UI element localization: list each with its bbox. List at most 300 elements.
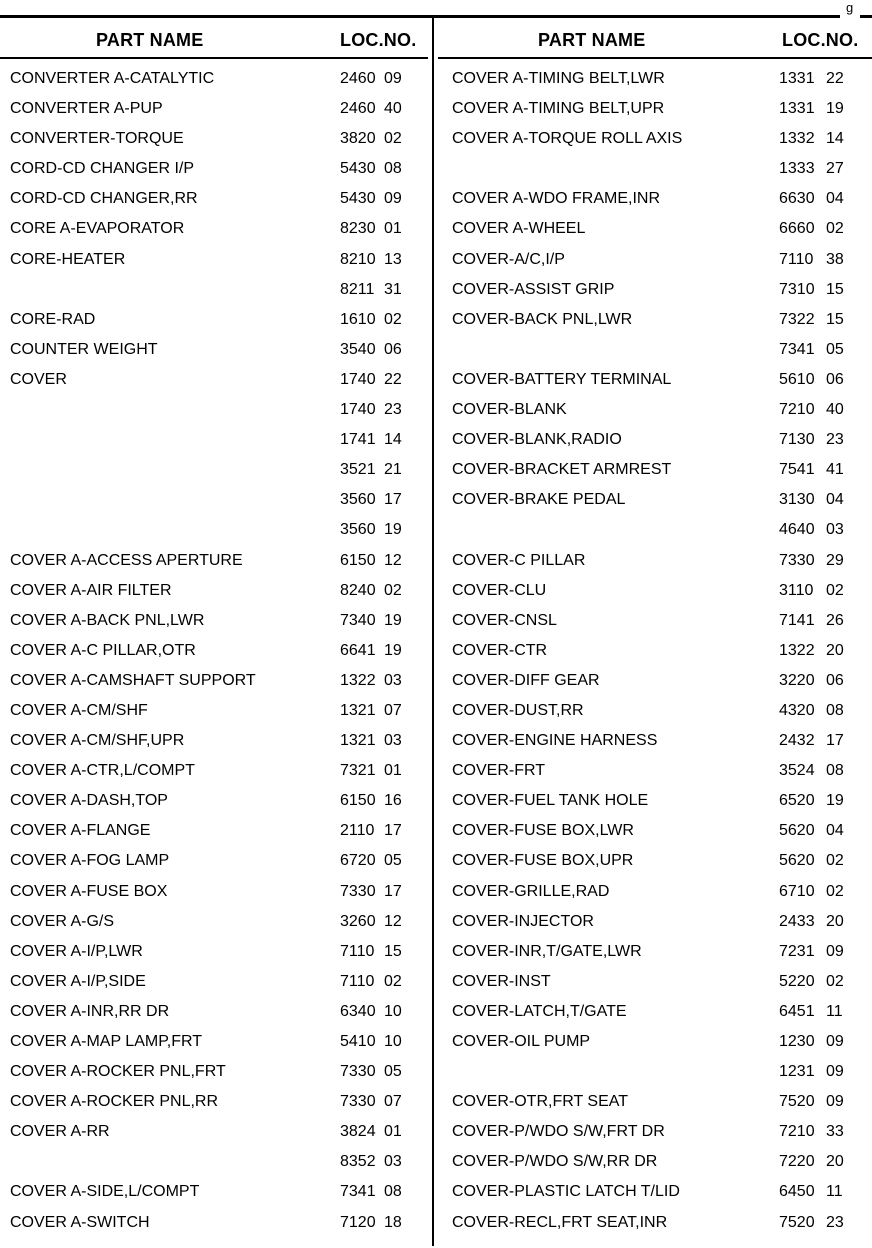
part-name-cell: COVER A-FUSE BOX	[10, 882, 168, 900]
table-row	[0, 154, 432, 184]
table-row	[436, 696, 872, 726]
table-row	[0, 636, 432, 666]
table-row	[0, 846, 432, 876]
table-row	[0, 275, 432, 305]
loc-cell: 7321	[340, 762, 376, 780]
no-cell: 41	[826, 461, 844, 479]
part-name-cell: COVER-INR,T/GATE,LWR	[452, 942, 642, 960]
no-cell: 03	[384, 671, 402, 689]
loc-cell: 1740	[340, 370, 376, 388]
left-loc-no-header: LOC.NO.	[340, 30, 417, 50]
loc-cell: 3820	[340, 130, 376, 148]
part-name-cell: COVER-FUEL TANK HOLE	[452, 792, 649, 810]
loc-cell: 3260	[340, 912, 376, 930]
loc-cell: 1740	[340, 401, 376, 419]
loc-cell: 5620	[779, 852, 815, 870]
part-name-cell: COVER-FRT	[452, 762, 546, 780]
part-name-cell: COVER-BRAKE PEDAL	[452, 491, 626, 509]
left-header-underline	[0, 57, 428, 59]
part-name-cell: COVER A-WHEEL	[452, 220, 586, 238]
part-name-cell: COVER A-FOG LAMP	[10, 852, 170, 870]
no-cell: 10	[384, 1002, 402, 1020]
right-header-underline	[438, 57, 872, 59]
part-name-cell: COVER A-C PILLAR,OTR	[10, 641, 196, 659]
no-cell: 07	[384, 701, 402, 719]
loc-cell: 7541	[779, 461, 815, 479]
no-cell: 10	[384, 1033, 402, 1050]
loc-cell: 3560	[340, 491, 376, 509]
right-loc-no-header: LOC.NO.	[782, 30, 859, 50]
loc-cell: 7141	[779, 611, 815, 629]
part-name-cell: CORD-CD CHANGER I/P	[10, 160, 195, 178]
no-cell: 02	[384, 310, 402, 328]
part-name-cell: COVER-BLANK,RADIO	[452, 431, 622, 449]
loc-cell: 7330	[779, 551, 815, 569]
loc-cell: 1322	[340, 671, 376, 689]
table-row	[0, 245, 432, 275]
no-cell: 11	[826, 1183, 843, 1201]
table-row	[0, 877, 432, 907]
table-row	[0, 395, 432, 425]
part-name-cell: COVER-BLANK	[452, 401, 567, 419]
no-cell: 08	[826, 762, 844, 780]
left-parts-list	[0, 64, 432, 1238]
no-cell: 31	[384, 280, 402, 298]
table-row	[0, 455, 432, 485]
table-row	[436, 846, 872, 876]
table-row	[0, 64, 432, 94]
no-cell: 40	[826, 401, 844, 419]
loc-cell: 6150	[340, 792, 376, 810]
table-row	[436, 576, 872, 606]
no-cell: 29	[826, 551, 844, 569]
table-row	[0, 365, 432, 395]
table-row	[0, 184, 432, 214]
loc-cell: 7340	[340, 611, 376, 629]
part-name-cell: COVER-P/WDO S/W,RR DR	[452, 1153, 658, 1171]
no-cell: 12	[384, 551, 402, 569]
part-name-cell: COVER A-G/S	[10, 912, 115, 930]
table-row	[0, 1117, 432, 1147]
right-part-name-header: PART NAME	[538, 30, 646, 50]
no-cell: 14	[384, 431, 402, 449]
no-cell: 05	[384, 1063, 402, 1081]
no-cell: 04	[826, 822, 844, 840]
loc-cell: 7330	[340, 882, 376, 900]
no-cell: 17	[384, 491, 402, 509]
table-row	[0, 124, 432, 154]
no-cell: 02	[826, 581, 844, 599]
table-row	[0, 786, 432, 816]
part-name-cell: CORE A-EVAPORATOR	[10, 220, 185, 238]
table-row	[0, 1208, 432, 1238]
part-name-cell: COVER-C PILLAR	[452, 551, 586, 569]
column-divider	[432, 18, 434, 1246]
part-name-cell: COVER A-INR,RR DR	[10, 1002, 170, 1020]
loc-cell: 1230	[779, 1033, 815, 1050]
no-cell: 02	[826, 972, 844, 990]
loc-cell: 1321	[340, 701, 376, 719]
no-cell: 09	[826, 1063, 844, 1081]
part-name-cell: COVER-CNSL	[452, 611, 557, 629]
table-row	[436, 1147, 872, 1177]
loc-cell: 1610	[340, 310, 376, 328]
part-name-cell: CONVERTER A-CATALYTIC	[10, 70, 215, 87]
table-row	[0, 1027, 432, 1057]
part-name-cell: COVER A-CM/SHF	[10, 701, 148, 719]
loc-cell: 8240	[340, 581, 376, 599]
table-row	[436, 455, 872, 485]
table-row	[0, 94, 432, 124]
loc-cell: 2433	[779, 912, 815, 930]
part-name-cell: COVER A-CM/SHF,UPR	[10, 732, 185, 750]
no-cell: 20	[826, 1153, 844, 1171]
table-row	[436, 214, 872, 244]
loc-cell: 2460	[340, 100, 376, 118]
no-cell: 23	[384, 401, 402, 419]
part-name-cell: CORD-CD CHANGER,RR	[10, 190, 198, 208]
part-name-cell: CONVERTER-TORQUE	[10, 130, 184, 148]
loc-cell: 5410	[340, 1033, 376, 1050]
table-row	[436, 515, 872, 545]
loc-cell: 3521	[340, 461, 376, 479]
loc-cell: 1322	[779, 641, 815, 659]
no-cell: 26	[826, 611, 844, 629]
no-cell: 16	[384, 792, 402, 810]
loc-cell: 6630	[779, 190, 815, 208]
loc-cell: 5610	[779, 370, 815, 388]
loc-cell: 8352	[340, 1153, 376, 1171]
loc-cell: 7322	[779, 310, 815, 328]
top-page-mark: g	[846, 0, 854, 15]
loc-cell: 5620	[779, 822, 815, 840]
part-name-cell: COVER A-TIMING BELT,LWR	[452, 70, 665, 87]
loc-cell: 1331	[779, 70, 815, 87]
loc-cell: 6451	[779, 1002, 815, 1020]
table-row	[436, 154, 872, 184]
table-row	[0, 305, 432, 335]
loc-cell: 7220	[779, 1153, 815, 1171]
no-cell: 38	[826, 250, 844, 268]
no-cell: 15	[384, 942, 402, 960]
table-row	[436, 636, 872, 666]
table-row	[436, 1087, 872, 1117]
part-name-cell: CORE-RAD	[10, 310, 96, 328]
table-row	[436, 64, 872, 94]
no-cell: 17	[384, 882, 402, 900]
table-row	[436, 997, 872, 1027]
part-name-cell: COVER-A/C,I/P	[452, 250, 565, 268]
table-row	[0, 1177, 432, 1207]
no-cell: 02	[384, 581, 402, 599]
table-row	[0, 335, 432, 365]
part-name-cell: COVER-ENGINE HARNESS	[452, 732, 658, 750]
no-cell: 19	[384, 641, 402, 659]
loc-cell: 4640	[779, 521, 815, 539]
table-row	[0, 937, 432, 967]
no-cell: 02	[826, 220, 844, 238]
table-row	[436, 666, 872, 696]
table-row	[436, 816, 872, 846]
loc-cell: 6520	[779, 792, 815, 810]
loc-cell: 1332	[779, 130, 815, 148]
table-row	[0, 816, 432, 846]
no-cell: 18	[384, 1213, 402, 1231]
table-row	[436, 1117, 872, 1147]
table-row	[436, 94, 872, 124]
no-cell: 12	[384, 912, 402, 930]
table-row	[436, 395, 872, 425]
no-cell: 19	[384, 521, 402, 539]
table-row	[0, 576, 432, 606]
no-cell: 09	[826, 1093, 844, 1111]
no-cell: 13	[384, 250, 402, 268]
part-name-cell: COVER A-TORQUE ROLL AXIS	[452, 130, 683, 148]
no-cell: 08	[384, 160, 402, 178]
no-cell: 27	[826, 160, 844, 178]
table-row	[436, 275, 872, 305]
part-name-cell: COVER A-CAMSHAFT SUPPORT	[10, 671, 256, 689]
part-name-cell: COVER-DUST,RR	[452, 701, 584, 719]
no-cell: 09	[384, 190, 402, 208]
left-part-name-header: PART NAME	[96, 30, 204, 50]
table-row	[0, 214, 432, 244]
loc-cell: 3130	[779, 491, 815, 509]
loc-cell: 1331	[779, 100, 815, 118]
loc-cell: 7110	[340, 942, 375, 960]
part-name-cell: COVER-P/WDO S/W,FRT DR	[452, 1123, 665, 1141]
no-cell: 01	[384, 1123, 402, 1141]
no-cell: 06	[826, 370, 844, 388]
table-row	[436, 124, 872, 154]
loc-cell: 7520	[779, 1213, 815, 1231]
right-parts-list	[436, 64, 872, 1238]
loc-cell: 7231	[779, 942, 815, 960]
part-name-cell: COVER-FUSE BOX,UPR	[452, 852, 634, 870]
table-row	[436, 937, 872, 967]
no-cell: 21	[384, 461, 402, 479]
part-name-cell: COVER-BATTERY TERMINAL	[452, 370, 672, 388]
part-name-cell: CORE-HEATER	[10, 250, 126, 268]
loc-cell: 6720	[340, 852, 376, 870]
table-row	[0, 485, 432, 515]
no-cell: 08	[384, 1183, 402, 1201]
loc-cell: 7210	[779, 1123, 815, 1141]
no-cell: 03	[384, 732, 402, 750]
part-name-cell: COVER A-CTR,L/COMPT	[10, 762, 195, 780]
no-cell: 06	[826, 671, 844, 689]
loc-cell: 1321	[340, 732, 376, 750]
no-cell: 17	[384, 822, 402, 840]
table-row	[0, 1087, 432, 1117]
part-name-cell: COVER A-AIR FILTER	[10, 581, 172, 599]
no-cell: 09	[384, 70, 402, 87]
no-cell: 23	[826, 431, 844, 449]
table-row	[436, 907, 872, 937]
no-cell: 04	[826, 491, 844, 509]
table-row	[436, 1027, 872, 1057]
part-name-cell: COVER-RECL,FRT SEAT,INR	[452, 1213, 668, 1231]
part-name-cell: COVER A-ACCESS APERTURE	[10, 551, 243, 569]
table-row	[436, 606, 872, 636]
loc-cell: 6641	[340, 641, 376, 659]
loc-cell: 7330	[340, 1063, 376, 1081]
loc-cell: 3824	[340, 1123, 376, 1141]
part-name-cell: COVER-PLASTIC LATCH T/LID	[452, 1183, 680, 1201]
table-row	[0, 515, 432, 545]
table-row	[436, 184, 872, 214]
part-name-cell: COVER A-I/P,SIDE	[10, 972, 146, 990]
no-cell: 33	[826, 1123, 844, 1141]
part-name-cell: COVER-CTR	[452, 641, 548, 659]
no-cell: 02	[384, 972, 402, 990]
loc-cell: 3560	[340, 521, 376, 539]
loc-cell: 7120	[340, 1213, 376, 1231]
part-name-cell: COVER-INST	[452, 972, 551, 990]
part-name-cell: COVER-LATCH,T/GATE	[452, 1002, 627, 1020]
no-cell: 20	[826, 912, 844, 930]
table-row	[0, 546, 432, 576]
part-name-cell: COUNTER WEIGHT	[10, 340, 158, 358]
top-rule	[0, 15, 872, 18]
table-row	[0, 666, 432, 696]
loc-cell: 2460	[340, 70, 376, 87]
part-name-cell: COVER A-I/P,LWR	[10, 942, 143, 960]
no-cell: 03	[826, 521, 844, 539]
no-cell: 17	[826, 732, 844, 750]
no-cell: 04	[826, 190, 844, 208]
table-row	[436, 365, 872, 395]
loc-cell: 5220	[779, 972, 815, 990]
loc-cell: 3110	[779, 581, 814, 599]
no-cell: 20	[826, 641, 844, 659]
part-name-cell: COVER-OTR,FRT SEAT	[452, 1093, 629, 1111]
loc-cell: 7310	[779, 280, 815, 298]
table-row	[0, 907, 432, 937]
loc-cell: 5430	[340, 160, 376, 178]
table-row	[436, 335, 872, 365]
loc-cell: 6150	[340, 551, 376, 569]
no-cell: 14	[826, 130, 844, 148]
no-cell: 01	[384, 220, 402, 238]
part-name-cell: COVER-INJECTOR	[452, 912, 594, 930]
loc-cell: 8211	[340, 280, 375, 298]
loc-cell: 3540	[340, 340, 376, 358]
part-name-cell: COVER	[10, 370, 67, 388]
no-cell: 01	[384, 762, 402, 780]
table-row	[0, 1147, 432, 1177]
no-cell: 19	[384, 611, 402, 629]
part-name-cell: COVER A-TIMING BELT,UPR	[452, 100, 665, 118]
table-row	[436, 1177, 872, 1207]
loc-cell: 7330	[340, 1093, 376, 1111]
loc-cell: 6710	[779, 882, 815, 900]
part-name-cell: COVER A-SWITCH	[10, 1213, 150, 1231]
no-cell: 03	[384, 1153, 402, 1171]
table-row	[0, 756, 432, 786]
table-row	[0, 967, 432, 997]
loc-cell: 5430	[340, 190, 376, 208]
part-name-cell: COVER A-ROCKER PNL,FRT	[10, 1063, 226, 1081]
table-row	[436, 726, 872, 756]
table-row	[0, 425, 432, 455]
loc-cell: 1741	[340, 431, 376, 449]
loc-cell: 1333	[779, 160, 815, 178]
part-name-cell: COVER A-FLANGE	[10, 822, 151, 840]
no-cell: 15	[826, 310, 844, 328]
part-name-cell: COVER-FUSE BOX,LWR	[452, 822, 634, 840]
loc-cell: 3524	[779, 762, 815, 780]
no-cell: 06	[384, 340, 402, 358]
no-cell: 02	[384, 130, 402, 148]
no-cell: 05	[826, 340, 844, 358]
loc-cell: 3220	[779, 671, 815, 689]
table-row	[436, 877, 872, 907]
part-name-cell: COVER-GRILLE,RAD	[452, 882, 610, 900]
part-name-cell: COVER A-RR	[10, 1123, 110, 1141]
no-cell: 40	[384, 100, 402, 118]
loc-cell: 2110	[340, 822, 375, 840]
no-cell: 08	[826, 701, 844, 719]
table-row	[436, 305, 872, 335]
no-cell: 09	[826, 1033, 844, 1050]
table-row	[436, 1057, 872, 1087]
loc-cell: 7341	[779, 340, 815, 358]
table-row	[436, 967, 872, 997]
table-row	[436, 1208, 872, 1238]
loc-cell: 8210	[340, 250, 376, 268]
table-row	[0, 726, 432, 756]
loc-cell: 7110	[340, 972, 375, 990]
part-name-cell: COVER-BACK PNL,LWR	[452, 310, 633, 328]
loc-cell: 6340	[340, 1002, 376, 1020]
part-name-cell: COVER A-WDO FRAME,INR	[452, 190, 661, 208]
no-cell: 23	[826, 1213, 844, 1231]
no-cell: 15	[826, 280, 844, 298]
loc-cell: 4320	[779, 701, 815, 719]
no-cell: 22	[826, 70, 844, 87]
part-name-cell: COVER A-BACK PNL,LWR	[10, 611, 205, 629]
table-row	[436, 485, 872, 515]
no-cell: 09	[826, 942, 844, 960]
part-name-cell: COVER-ASSIST GRIP	[452, 280, 615, 298]
loc-cell: 7210	[779, 401, 815, 419]
table-row	[0, 1057, 432, 1087]
loc-cell: 8230	[340, 220, 376, 238]
loc-cell: 2432	[779, 732, 815, 750]
loc-cell: 7130	[779, 431, 815, 449]
loc-cell: 7341	[340, 1183, 376, 1201]
part-name-cell: COVER-DIFF GEAR	[452, 671, 600, 689]
table-row	[0, 606, 432, 636]
table-row	[436, 786, 872, 816]
no-cell: 05	[384, 852, 402, 870]
table-row	[436, 756, 872, 786]
table-row	[436, 245, 872, 275]
no-cell: 02	[826, 882, 844, 900]
no-cell: 02	[826, 852, 844, 870]
table-row	[436, 425, 872, 455]
part-name-cell: COVER-CLU	[452, 581, 547, 599]
loc-cell: 6450	[779, 1183, 815, 1201]
part-name-cell: COVER A-MAP LAMP,FRT	[10, 1033, 203, 1050]
part-name-cell: COVER A-SIDE,L/COMPT	[10, 1183, 200, 1201]
no-cell: 19	[826, 100, 844, 118]
table-row	[0, 696, 432, 726]
part-name-cell: COVER-BRACKET ARMREST	[452, 461, 672, 479]
loc-cell: 1231	[779, 1063, 815, 1081]
part-name-cell: COVER A-DASH,TOP	[10, 792, 168, 810]
